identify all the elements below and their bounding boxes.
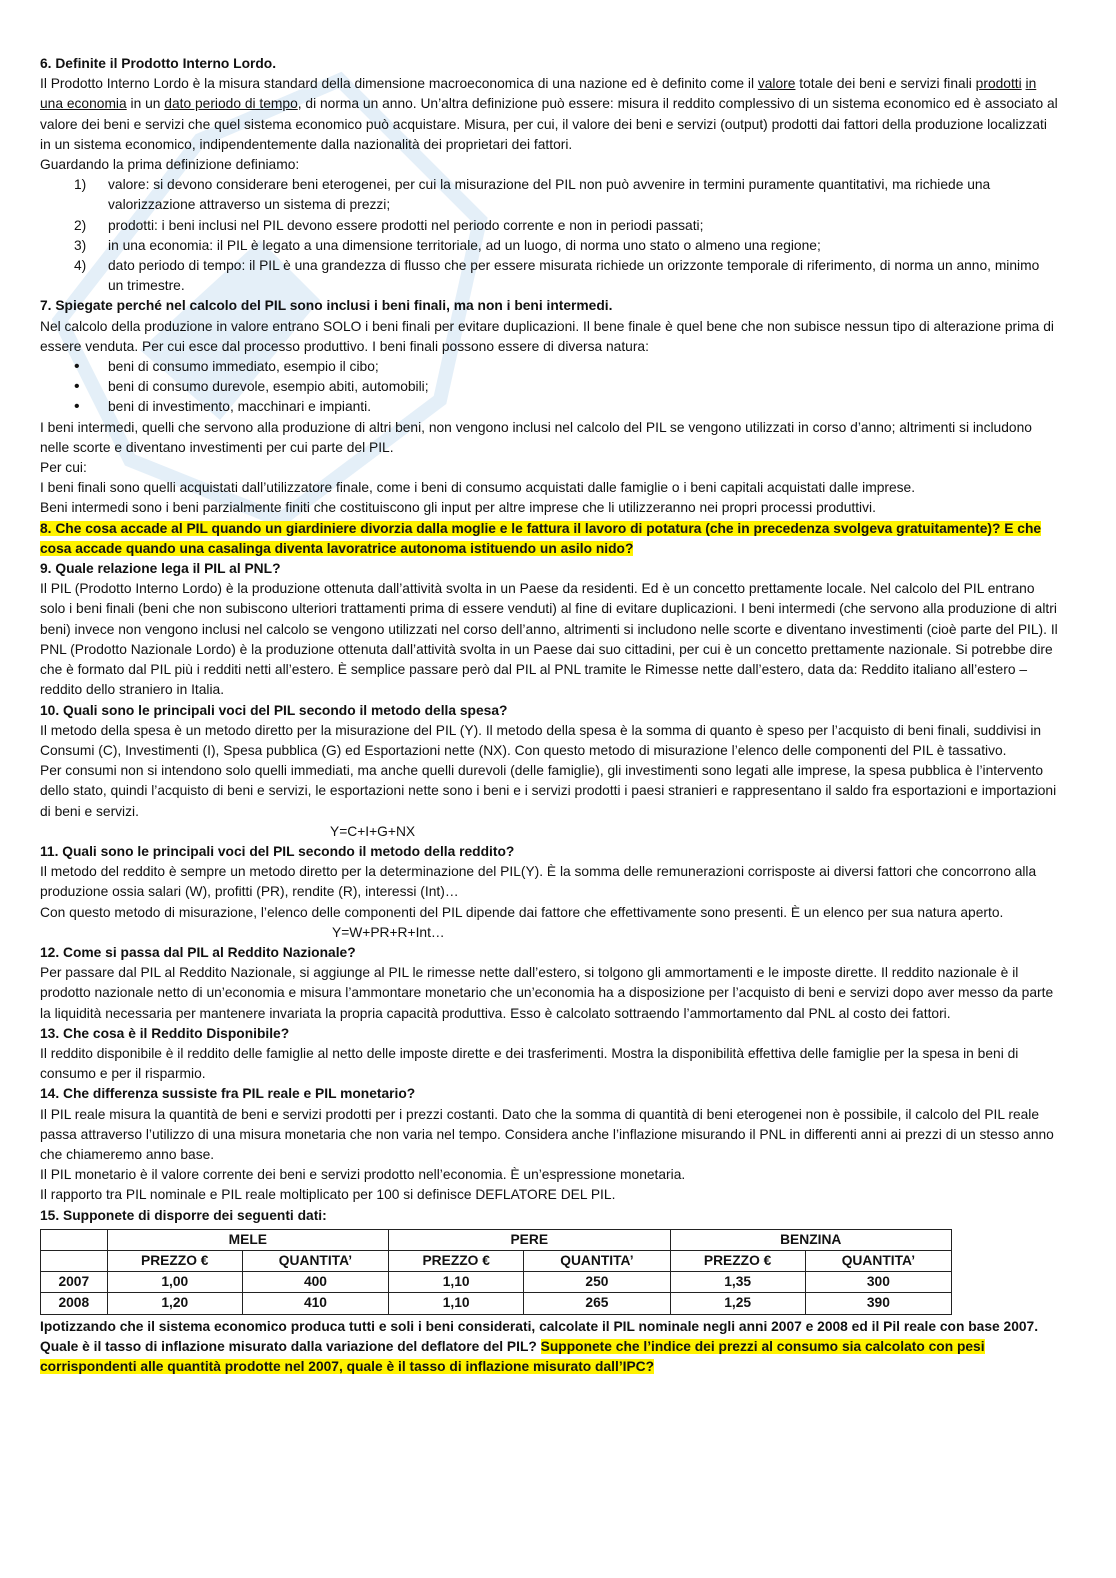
q9-title: 9. Quale relazione lega il PIL al PNL? <box>40 561 281 577</box>
q7-paragraph-4: Beni intermedi sono i beni parzialmente finiti che costituiscono gli input per altre imprese che li utilizzeranno nei propri processi produttivi. <box>40 500 876 516</box>
q12-title: 12. Come si passa dal PIL al Reddito Nazionale? <box>40 944 356 960</box>
q15-title: 15. Supponete di disporre dei seguenti dati: <box>40 1207 327 1223</box>
q6-term-valore: valore <box>757 76 796 92</box>
q6-intro: Guardando la prima definizione definiamo: <box>40 157 300 173</box>
list-item-number: 1) <box>74 177 87 193</box>
q6-text-b: totale dei beni e servizi finali <box>795 76 976 92</box>
list-item: • beni di investimento, macchinari e impianti. <box>40 397 1058 417</box>
table-corner-cell <box>41 1250 108 1271</box>
table-cell: 1,00 <box>107 1272 242 1293</box>
q10-formula: Y=C+I+G+NX <box>330 823 416 839</box>
list-item-text: dato periodo di tempo: il PIL è una grandezza di flusso che per essere misurata richiede un orizzonte temporale di riferimento, di norma un anno, minimo un trimestre. <box>108 258 1040 294</box>
data-table <box>40 1229 952 1315</box>
table-year-cell: 2007 <box>41 1272 108 1293</box>
q12-paragraph: Per passare dal PIL al Reddito Nazionale, si aggiunge al PIL le rimesse nette dall’estero, si tolgono gli ammortamenti e le imposte dirette. Il reddito nazionale è il prodotto nazionale netto di un’economia e misura l’ammontare monetario che un’economia ha a disposizione per l’acquisto di beni e servizi dopo aver messo da parte la liquidità necessaria per mantenere invariata la propria capacità produttiva. Esso è calcolato sottraendo l’ammortamento dal PNL al costo dei fattori. <box>40 965 1054 1021</box>
table-subheader: QUANTITA’ <box>524 1250 670 1271</box>
q7-paragraph-2: I beni intermedi, quelli che servono alla produzione di altri beni, non vengono inclusi nel calcolo del PIL se vengono utilizzati in corso d’anno; altrimenti si includono nelle scorte e diventano investimenti per cui parte del PIL. <box>40 419 1032 455</box>
q6-term-economia: in una economia <box>40 76 1037 112</box>
q8-question <box>40 519 1058 559</box>
table-group-header: MELE <box>107 1229 388 1250</box>
table-year-cell: 2008 <box>41 1293 108 1314</box>
list-item <box>40 175 1058 215</box>
q11-title: 11. Quali sono le principali voci del PIL secondo il metodo della reddito? <box>40 843 515 859</box>
table-cell: 400 <box>242 1272 388 1293</box>
list-item-number: 3) <box>74 237 87 253</box>
table-subheader: PREZZO € <box>107 1250 242 1271</box>
q7-percui: Per cui: <box>40 460 87 476</box>
list-item-text: in una economia: il PIL è legato a una dimensione territoriale, ad un luogo, di norma uno stato o almeno una regione; <box>108 237 821 253</box>
q6-title: 6. Definite il Prodotto Interno Lordo. <box>40 56 277 71</box>
q13-title: 13. Che cosa è il Reddito Disponibile? <box>40 1025 290 1041</box>
q11-paragraph-2: Con questo metodo di misurazione, l’elenco delle componenti del PIL dipende dai fattore che effettivamente sono presenti. È un elenco per sua natura aperto. <box>40 904 1004 920</box>
table-cell: 265 <box>524 1293 670 1314</box>
q14-paragraph-2: Il PIL monetario è il valore corrente dei beni e servizi prodotto nell’economia. È un’espressione monetaria. <box>40 1167 686 1183</box>
q15-question <box>40 1317 1058 1378</box>
q6-text-d: in un <box>126 96 165 112</box>
list-item <box>40 256 1058 296</box>
table-cell: 1,10 <box>389 1272 524 1293</box>
table-cell: 1,10 <box>389 1293 524 1314</box>
table-group-header: PERE <box>389 1229 670 1250</box>
q11-formula: Y=W+PR+R+Int… <box>332 924 445 940</box>
table-header-row <box>41 1229 952 1250</box>
q10-title: 10. Quali sono le principali voci del PIL secondo il metodo della spesa? <box>40 702 508 718</box>
q9-paragraph: Il PIL (Prodotto Interno Lordo) è la produzione ottenuta dall’attività svolta in un Paese da residenti. Ed è un concetto prettamente locale. Nel calcolo del PIL entrano solo i beni finali (beni che non subiscono ulteriori trattamenti prima di essere venduti) al fine di evitare duplicazioni. I beni intermedi (che servono alla produzione di altri beni) invece non vengono inclusi nel calcolo se vengono utilizzati nel corso dell’anno, altrimenti si includono nelle scorte e diventano investimenti (cioè parte del PIL). Il PNL (Prodotto Nazionale Lordo) è la produzione ottenuta dall’attività svolta in un Paese dai suo cittadini, per cui è un concetto prettamente nazionale. Si potrebbe dire che è formato dal PIL più i redditi netti all’estero. È semplice passare però dal PIL al PNL tramite le Rimesse nette dall’estero, data da: Reddito italiano all’estero – reddito dello straniero in Italia. <box>40 581 1058 698</box>
q10-paragraph-1: Il metodo della spesa è un metodo diretto per la misurazione del PIL (Y). Il metodo della spesa è la somma di quanto è speso per l’acquisto di beni finali, suddivisi in Consumi (C), Investimenti (I), Spesa pubblica (G) ed Esportazioni nette (NX). Con questo metodo di misurazione l’elenco delle componenti del PIL è tassativo. <box>40 722 1042 758</box>
q7-bullet-list <box>40 357 1058 418</box>
table-subheader-row <box>41 1250 952 1271</box>
q6-term-prodotti: prodotti <box>975 76 1022 92</box>
table-cell: 1,25 <box>670 1293 805 1314</box>
q13-paragraph: Il reddito disponibile è il reddito delle famiglie al netto delle imposte dirette e dei trasferimenti. Mostra la disponibilità effettiva delle famiglie per la spesa in beni di consumo e per il risparmio. <box>40 1045 1019 1082</box>
table-subheader: PREZZO € <box>670 1250 805 1271</box>
table-corner-cell <box>41 1229 108 1250</box>
list-item <box>40 236 1058 256</box>
table-cell: 300 <box>805 1272 951 1293</box>
q6-paragraph <box>40 74 1058 155</box>
list-item: • beni di consumo durevole, esempio abiti, automobili; <box>40 377 1058 397</box>
list-item-text: prodotti: i beni inclusi nel PIL devono essere prodotti nel periodo corrente e non in periodi passati; <box>108 217 704 233</box>
table-row <box>41 1293 952 1314</box>
table-row <box>41 1272 952 1293</box>
list-item-number: 4) <box>74 258 87 274</box>
list-item-text: valore: si devono considerare beni eterogenei, per cui la misurazione del PIL non può avvenire in termini puramente quantitativi, ma richiede una valorizzazione attraverso un sistema di prezzi; <box>108 177 991 213</box>
q7-paragraph-3: I beni finali sono quelli acquistati dall’utilizzatore finale, come i beni di consumo acquistati dalle famiglie o i beni capitali acquistati dalle imprese. <box>40 480 916 496</box>
list-item <box>40 216 1058 236</box>
list-item: • beni di consumo immediato, esempio il cibo; <box>40 357 1058 377</box>
q7-title: 7. Spiegate perché nel calcolo del PIL sono inclusi i beni finali, ma non i beni intermedi. <box>40 298 613 314</box>
table-cell: 1,35 <box>670 1272 805 1293</box>
q14-paragraph-3: Il rapporto tra PIL nominale e PIL reale moltiplicato per 100 si definisce DEFLATORE DEL PIL. <box>40 1187 616 1203</box>
table-cell: 410 <box>242 1293 388 1314</box>
table-group-header: BENZINA <box>670 1229 952 1250</box>
table-subheader: PREZZO € <box>389 1250 524 1271</box>
table-subheader: QUANTITA’ <box>242 1250 388 1271</box>
q7-paragraph-1: Nel calcolo della produzione in valore entrano SOLO i beni finali per evitare duplicazioni. Il bene finale è quel bene che non subisce nessun tipo di alterazione prima di essere venduta. Per cui esce dal processo produttivo. I beni finali possono essere di diversa natura: <box>40 318 1054 354</box>
q10-paragraph-2: Per consumi non si intendono solo quelli immediati, ma anche quelli durevoli (delle famiglie), gli investimenti sono legati alle imprese, la spesa pubblica è l’intervento dello stato, quindi l’acquisto di beni e servizi, le esportazioni nette sono i beni e i servizi prodotti i paesi stranieri e rappresentano il saldo fra esportazioni e importazioni di beni e servizi. <box>40 763 1057 819</box>
table-cell: 1,20 <box>107 1293 242 1314</box>
q6-term-periodo: dato periodo di tempo <box>164 96 298 112</box>
q8-title: 8. Che cosa accade al PIL quando un giardiniere divorzia dalla moglie e le fattura il lavoro di potatura (che in precedenza svolgeva gratuitamente)? E che cosa accade quando una casalinga diventa lavoratrice autonoma istituendo un asilo nido? <box>40 520 1042 556</box>
document-content <box>40 54 1058 1377</box>
table-cell: 390 <box>805 1293 951 1314</box>
table-cell: 250 <box>524 1272 670 1293</box>
q11-paragraph-1: Il metodo del reddito è sempre un metodo diretto per la determinazione del PIL(Y). È la somma delle remunerazioni corrisposte ai diversi fattori che concorrono alla produzione ossia salari (W), profitti (PR), rendite (R), interessi (Int)… <box>40 864 1037 900</box>
q15-question-b-highlighted: Supponete che l’indice dei prezzi al consumo sia calcolato con pesi corrispondenti alle quantità prodotte nel 2007, quale è il tasso di inflazione misurato dall’IPC? <box>40 1338 985 1374</box>
table-subheader: QUANTITA’ <box>805 1250 951 1271</box>
q14-title: 14. Che differenza sussiste fra PIL reale e PIL monetario? <box>40 1086 416 1102</box>
list-item-number: 2) <box>74 217 87 233</box>
q15-question-a: Ipotizzando che il sistema economico produca tutti e soli i beni considerati, calcolate il PIL nominale negli anni 2007 e 2008 ed il Pil reale con base 2007. Quale è il tasso di inflazione misurato dalla variazione del deflatore del PIL? <box>40 1318 1039 1354</box>
q6-definitions-list <box>40 175 1058 296</box>
q6-text-a: Il Prodotto Interno Lordo è la misura standard della dimensione macroeconomica di una nazione ed è definito come il <box>40 76 758 92</box>
q6-text-e: , di norma un anno. Un’altra definizione può essere: misura il reddito complessivo di un sistema economico ed è associato al valore dei beni e servizi che quel sistema economico può acquistare. Misura, per cui, il valore dei beni e servizi (output) prodotti dai fattori della produzione localizzati in un sistema economico, indipendentemente dalla nazionalità dei proprietari dei fattori. <box>40 96 1058 152</box>
q14-paragraph-1: Il PIL reale misura la quantità de beni e servizi prodotti per i prezzi costanti. Dato che la somma di quantità di beni eterogenei non è possibile, il calcolo del PIL reale passa attraverso l’utilizzo di una misura monetaria che non varia nel tempo. Considera anche l’inflazione misurando il PNL in differenti anni ai prezzi di un stesso anno che chiameremo anno base. <box>40 1106 1054 1162</box>
